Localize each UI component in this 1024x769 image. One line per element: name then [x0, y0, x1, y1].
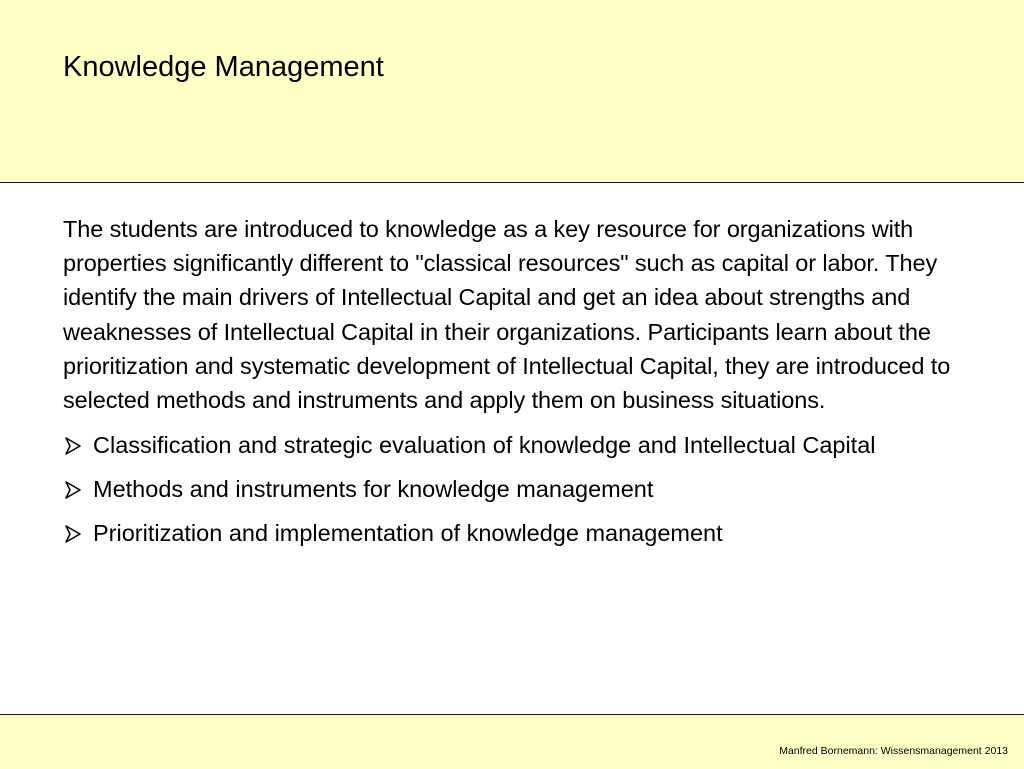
arrow-bullet-icon — [63, 430, 87, 461]
slide-title: Knowledge Management — [63, 51, 384, 83]
intro-paragraph: The students are introduced to knowledge as a key resource for organizations with properties significantly different to "classical resources" such as capital or labor. They identify the main drivers of Intellectual Capital and get an idea about strengths and weaknesses of Intellectual Capital in their organizations. Participants learn about the prioritization and systematic development of Intellectual Capital, they are introduced to selected methods and instruments and apply them on business situations. — [63, 216, 951, 414]
arrow-bullet-icon — [63, 474, 87, 505]
list-item — [63, 473, 1008, 506]
footer-band — [0, 714, 1024, 769]
list-item — [63, 429, 1008, 462]
bullet-list — [63, 429, 1008, 550]
bullet-text: Classification and strategic evaluation of knowledge and Intellectual Capital — [93, 432, 876, 459]
arrow-bullet-icon — [63, 518, 87, 549]
list-item — [63, 517, 1008, 550]
footer-credit: Manfred Bornemann: Wissensmanagement 2013 — [779, 745, 1008, 757]
header-band — [0, 0, 1024, 183]
bullet-text: Prioritization and implementation of knowledge management — [93, 520, 723, 547]
slide-content — [63, 212, 1008, 561]
bullet-text: Methods and instruments for knowledge management — [93, 476, 654, 503]
